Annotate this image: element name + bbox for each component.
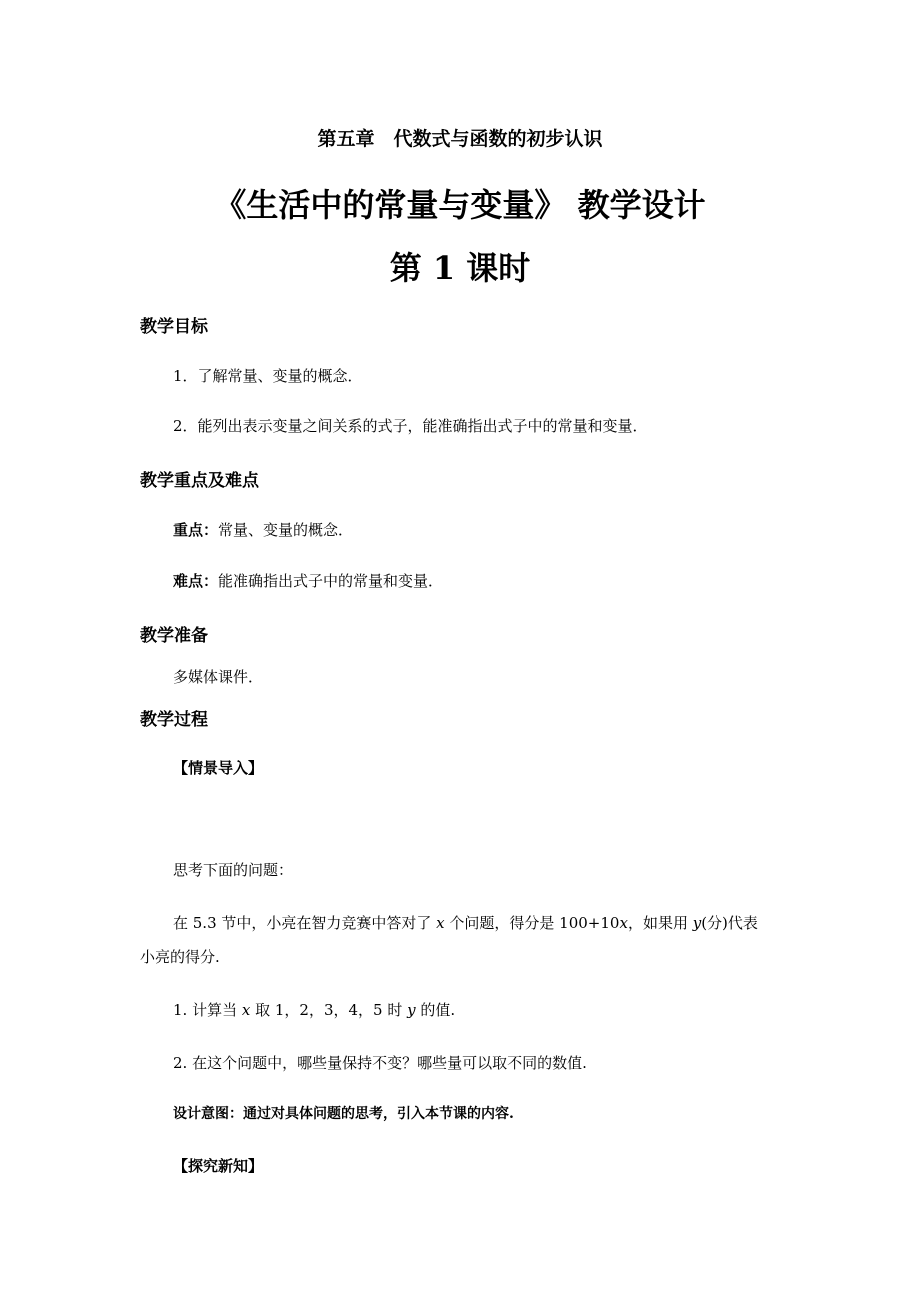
problem-line-2: 小亮的得分.: [140, 948, 220, 966]
heading-teaching-process: 教学过程: [140, 710, 208, 730]
prep-text: 多媒体课件．: [173, 668, 264, 686]
difficulty-line: [173, 570, 443, 591]
variable-x: x: [241, 1001, 251, 1019]
variable-x: x: [436, 914, 445, 932]
difficulty-label: 难点：: [173, 572, 219, 590]
chapter-title: 第五章 代数式与函数的初步认识: [317, 128, 603, 150]
variable-y: y: [407, 1001, 416, 1019]
question-text-part: 1. 计算当: [173, 1001, 242, 1019]
key-point-line: [173, 519, 353, 540]
lesson-number: 第 1 课时: [389, 249, 531, 287]
question-text-part: 取 1，2，3，4，5 时: [250, 1001, 408, 1019]
difficulty-text: 能准确指出式子中的常量和变量．: [218, 572, 444, 590]
problem-text-part: ，如果用: [627, 914, 693, 932]
key-point-text: 常量、变量的概念．: [218, 521, 354, 539]
document-title: 《生活中的常量与变量》 教学设计: [214, 186, 706, 224]
question-2: 2. 在这个问题中，哪些量保持不变？哪些量可以取不同的数值.: [173, 1054, 587, 1072]
design-intent: 设计意图：通过对具体问题的思考，引入本节课的内容.: [173, 1106, 514, 1122]
section-label-explore: 【探究新知】: [173, 1157, 264, 1175]
key-point-label: 重点：: [173, 521, 219, 539]
heading-teaching-goals: 教学目标: [140, 317, 208, 337]
goal-item-2: 2．能列出表示变量之间关系的式子，能准确指出式子中的常量和变量．: [173, 417, 648, 435]
variable-y: y: [692, 914, 702, 932]
question-1: [173, 999, 455, 1020]
problem-text-part: (分)代表: [701, 914, 758, 932]
question-text-part: 的值.: [415, 1001, 456, 1019]
problem-line-1: [173, 912, 758, 933]
think-prompt: 思考下面的问题：: [173, 861, 294, 879]
heading-key-points: 教学重点及难点: [140, 471, 259, 491]
goal-item-1: 1．了解常量、变量的概念．: [173, 367, 363, 385]
variable-x: x: [619, 914, 628, 932]
problem-text-part: 个问题，得分是 100+10: [444, 914, 620, 932]
heading-teaching-prep: 教学准备: [140, 626, 208, 646]
section-label-scenario-intro: 【情景导入】: [173, 759, 264, 777]
problem-text-part: 在 5.3 节中，小亮在智力竞赛中答对了: [173, 914, 437, 932]
